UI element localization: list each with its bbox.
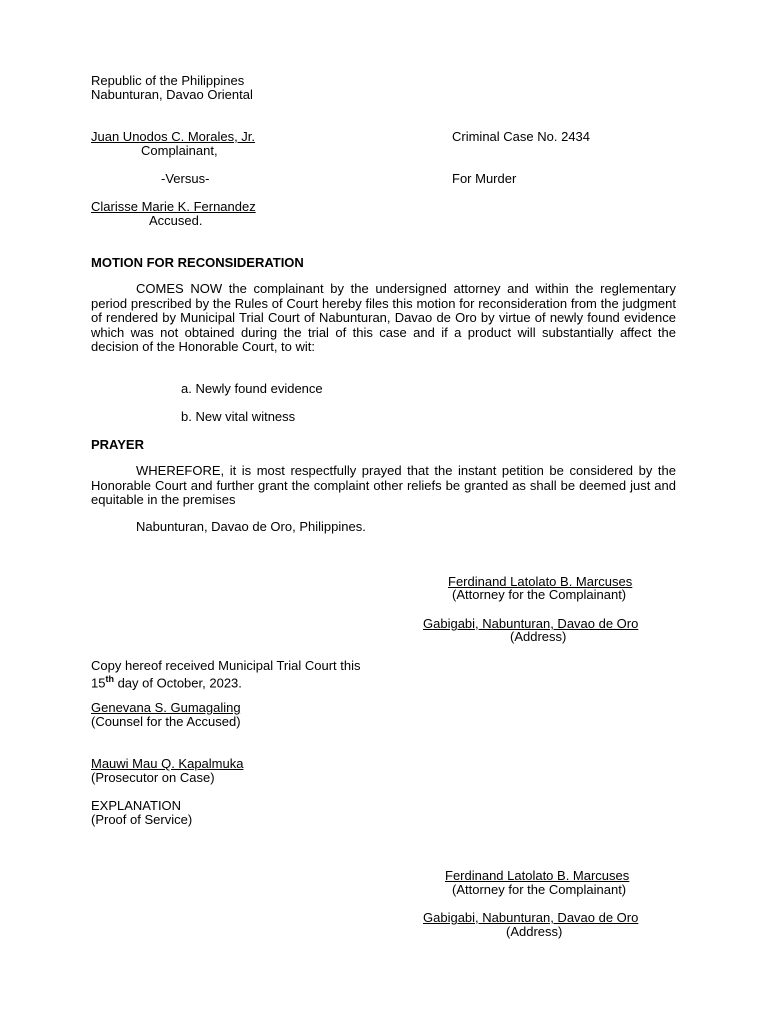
prayer-title: PRAYER	[91, 437, 144, 452]
complainant-name: Juan Unodos C. Morales, Jr.	[91, 129, 256, 144]
complainant-label: Complainant,	[141, 143, 218, 158]
attorney-address: Gabigabi, Nabunturan, Davao de Oro	[423, 616, 639, 631]
accused-name: Clarisse Marie K. Fernandez	[91, 199, 256, 214]
explanation-title: EXPLANATION	[91, 798, 182, 813]
motion-title: MOTION FOR RECONSIDERATION	[91, 255, 304, 270]
versus-label: -Versus-	[161, 171, 210, 186]
copy-received-line-1: Copy hereof received Municipal Trial Court this	[91, 658, 361, 673]
copy-received-line-2	[91, 672, 242, 690]
motion-item-b: b. New vital witness	[181, 409, 296, 424]
copy-day: 15	[91, 675, 106, 691]
prosecutor-role: (Prosecutor on Case)	[91, 770, 215, 785]
counsel-name: Genevana S. Gumagaling	[91, 700, 241, 715]
prayer-body-text: WHEREFORE, it is most respectfully prayed that the instant petition be considered by the Honorable Court and further grant the complaint other reliefs be granted as shall be deemed just and equitable in the premises	[91, 463, 676, 507]
accused-label: Accused.	[149, 213, 203, 228]
prayer-body	[91, 464, 676, 508]
attorney-address-label-2: (Address)	[506, 924, 563, 939]
prosecutor-name: Mauwi Mau Q. Kapalmuka	[91, 756, 244, 771]
explanation-subtitle: (Proof of Service)	[91, 812, 193, 827]
copy-day-suffix: th	[105, 674, 114, 684]
attorney-address-label: (Address)	[510, 629, 567, 644]
prayer-place: Nabunturan, Davao de Oro, Philippines.	[136, 519, 366, 534]
header-line-1: Republic of the Philippines	[91, 73, 245, 88]
case-number: Criminal Case No. 2434	[452, 129, 591, 144]
motion-body	[91, 282, 676, 355]
attorney-name-2: Ferdinand Latolato B. Marcuses	[445, 868, 630, 883]
attorney-role-2: (Attorney for the Complainant)	[452, 882, 627, 897]
attorney-address-2: Gabigabi, Nabunturan, Davao de Oro	[423, 910, 639, 925]
attorney-role: (Attorney for the Complainant)	[452, 587, 627, 602]
motion-item-a: a. Newly found evidence	[181, 381, 323, 396]
header-line-2: Nabunturan, Davao Oriental	[91, 87, 253, 102]
attorney-name: Ferdinand Latolato B. Marcuses	[448, 574, 633, 589]
offense-label: For Murder	[452, 171, 517, 186]
copy-date-rest: day of October, 2023.	[113, 675, 242, 691]
motion-body-text: COMES NOW the complainant by the undersigned attorney and within the reglementary period prescribed by the Rules of Court hereby files this motion for reconsideration from the judgment of rendered by Municipal Trial Court of Nabunturan, Davao de Oro by virtue of newly found evidence which was not obtained during the trial of this case and if a product will substantially affect the decision of the Honorable Court, to wit:	[91, 281, 676, 354]
counsel-role: (Counsel for the Accused)	[91, 714, 241, 729]
